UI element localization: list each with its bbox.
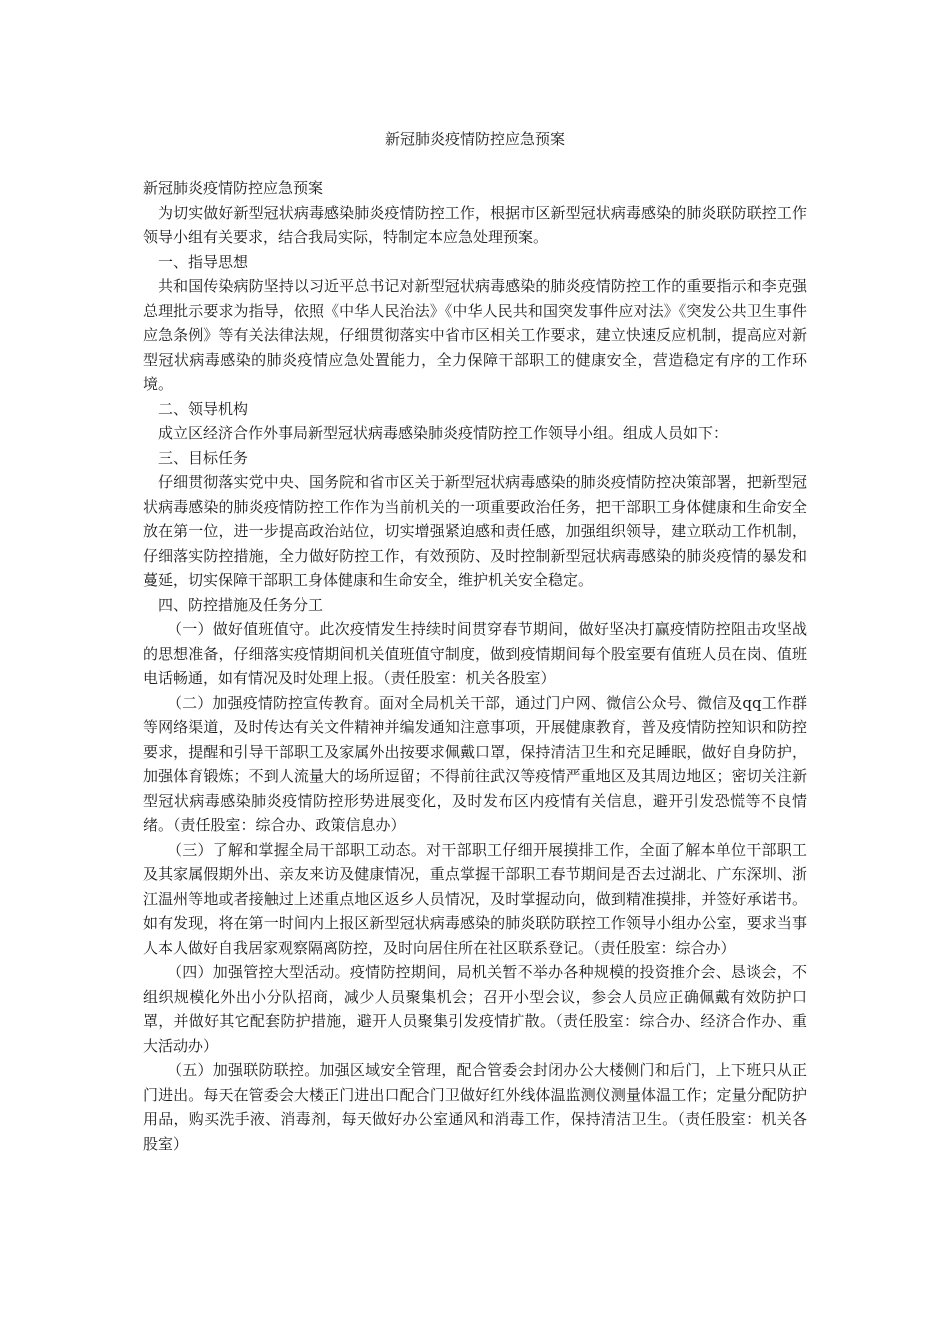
paragraph-measure-2: （二）加强疫情防控宣传教育。面对全局机关干部，通过门户网、微信公众号、微信及qq工作群等网络渠道，及时传达有关文件精神并编发通知注意事项，开展健康教育，普及疫情防控知识和防控要求，提醒和引导干部职工及家属外出按要求佩戴口罩，保持清洁卫生和充足睡眠，做好自身防护，加强体育锻炼；不到人流量大的场所逗留；不得前往武汉等疫情严重地区及其周边地区；密切关注新型冠状病毒感染肺炎疫情防控形势进展变化，及时发布区内疫情有关信息，避开引发恐慌等不良情绪。（责任股室：综合办、政策信息办）: [143, 693, 807, 834]
paragraph-guiding-thought: 共和国传染病防坚持以习近平总书记对新型冠状病毒感染的肺炎疫情防控工作的重要指示和李克强总理批示要求为指导，依照《中华人民治法》《中华人民共和国突发事件应对法》《突发公共卫生事件应急条例》等有关法律法规，仔细贯彻落实中省市区相关工作要求，建立快速反应机制，提高应对新型冠状病毒感染的肺炎疫情应急处置能力，全力保障干部职工的健康安全，营造稳定有序的工作环境。: [143, 277, 807, 393]
section-heading-3: 三、目标任务: [158, 448, 249, 467]
section-heading-4: 四、防控措施及任务分工: [158, 595, 324, 614]
paragraph-measure-3: （三）了解和掌握全局干部职工动态。对干部职工仔细开展摸排工作，全面了解本单位干部职工及其家属假期外出、亲友来访及健康情况，重点掌握干部职工春节期间是否去过湖北、广东深圳、浙江温州等地或者接触过上述重点地区返乡人员情况，及时掌握动向，做到精准摸排，并签好承诺书。如有发现，将在第一时间内上报区新型冠状病毒感染的肺炎联防联控工作领导小组办公室，要求当事人本人做好自我居家观察隔离防控，及时向居住所在社区联系登记。（责任股室：综合办）: [143, 840, 807, 957]
paragraph-measure-4: （四）加强管控大型活动。疫情防控期间，局机关暂不举办各种规模的投资推介会、恳谈会，不组织规模化外出小分队招商，减少人员聚集机会；召开小型会议，参会人员应正确佩戴有效防护口罩，并做好其它配套防护措施，避开人员聚集引发疫情扩散。（责任股室：综合办、经济合作办、重大活动办）: [143, 963, 807, 1055]
document-body: [143, 176, 807, 1156]
paragraph-targets: 仔细贯彻落实党中央、国务院和省市区关于新型冠状病毒感染的肺炎疫情防控决策部署，把新型冠状病毒感染的肺炎疫情防控工作作为当前机关的一项重要政治任务，把干部职工身体健康和生命安全放在第一位，进一步提高政治站位，切实增强紧迫感和责任感，加强组织领导，建立联动工作机制，仔细落实防控措施，全力做好防控工作，有效预防、及时控制新型冠状病毒感染的肺炎疫情的暴发和蔓延，切实保障干部职工身体健康和生命安全，维护机关安全稳定。: [143, 473, 807, 589]
paragraph-intro: 为切实做好新型冠状病毒感染肺炎疫情防控工作，根据市区新型冠状病毒感染的肺炎联防联控工作领导小组有关要求，结合我局实际，特制定本应急处理预案。: [143, 203, 807, 246]
section-heading-2: 二、领导机构: [158, 399, 249, 418]
paragraph-leadership: 成立区经济合作外事局新型冠状病毒感染肺炎疫情防控工作领导小组。组成人员如下：: [158, 424, 729, 442]
document-title: 新冠肺炎疫情防控应急预案: [384, 130, 565, 148]
paragraph-measure-1: （一）做好值班值守。此次疫情发生持续时间贯穿春节期间，做好坚决打赢疫情防控阻击攻坚战的思想准备，仔细落实疫情期间机关值班值守制度，做到疫情期间每个股室要有值班人员在岗、值班电话畅通，如有情况及时处理上报。（责任股室：机关各股室）: [143, 620, 807, 687]
paragraph-measure-5: （五）加强联防联控。加强区域安全管理，配合管委会封闭办公大楼侧门和后门，上下班只从正门进出。每天在管委会大楼正门进出口配合门卫做好红外线体温监测仪测量体温工作；定量分配防护用品，购买洗手液、消毒剂，每天做好办公室通风和消毒工作，保持清洁卫生。（责任股室：机关各股室）: [143, 1061, 807, 1153]
paragraph-subtitle: 新冠肺炎疫情防控应急预案: [143, 179, 324, 197]
section-heading-1: 一、指导思想: [158, 252, 249, 271]
